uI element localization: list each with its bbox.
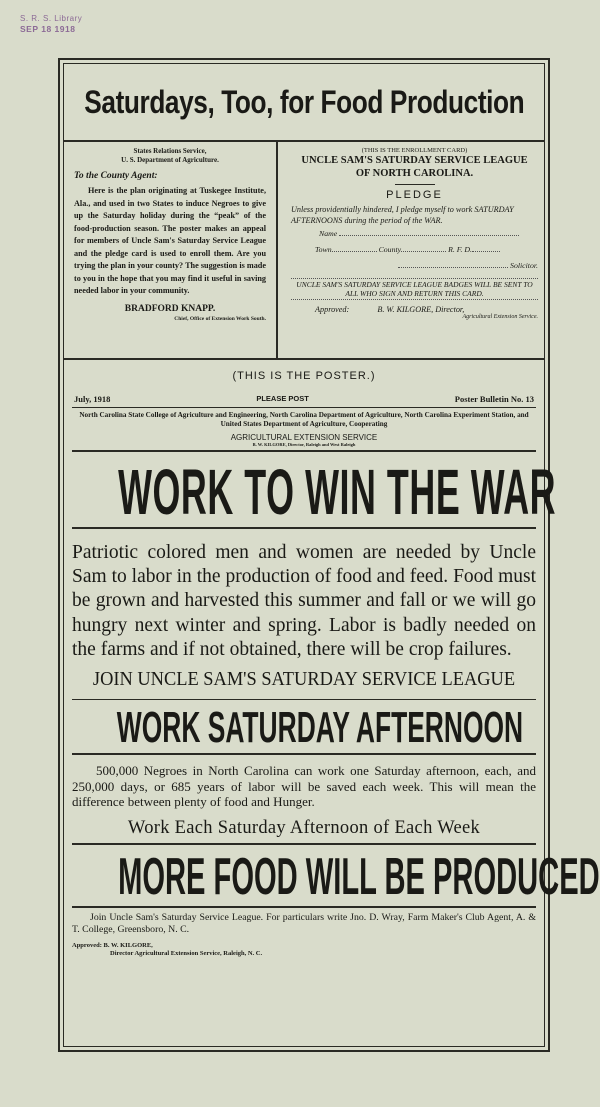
poster-heading: (THIS IS THE POSTER.) — [232, 370, 376, 382]
rule — [72, 906, 536, 908]
poster-date: July, 1918 — [74, 394, 111, 404]
county-agent-letter — [64, 141, 278, 358]
letter-org-2: U. S. Department of Agriculture. — [121, 156, 219, 164]
footer-approved-name: Approved: B. W. KILGORE, — [72, 941, 153, 949]
rule — [72, 843, 536, 845]
solicitor-label: Solicitor. — [510, 261, 538, 270]
bulletin-row — [72, 394, 536, 404]
work-each-saturday: Work Each Saturday Afternoon of Each Week — [127, 817, 481, 838]
league-line-1: UNCLE SAM'S SATURDAY SERVICE LEAGUE — [301, 155, 528, 166]
rule — [72, 407, 536, 408]
rfd-blank — [472, 251, 500, 252]
county-label: County — [378, 245, 402, 254]
pledge-heading: PLEDGE — [386, 189, 443, 201]
bulletin-number: Poster Bulletin No. 13 — [454, 394, 534, 404]
card-approved — [291, 305, 538, 314]
card-approved-label: Approved: — [315, 305, 350, 314]
address-field[interactable] — [291, 242, 538, 258]
pledge-text: Unless providentially hindered, I pledge myself to work SATURDAY AFTERNOONS during the period of the WAR. — [291, 205, 514, 225]
short-rule — [395, 184, 435, 185]
letter-salutation: To the County Agent: — [74, 171, 158, 181]
name-label: Name — [319, 229, 338, 238]
extension-service-sub: B. W. KILGORE, Director, Raleigh and West Raleigh — [252, 442, 356, 447]
letter-org-1: States Relations Service, — [133, 147, 207, 155]
card-approved-name: B. W. KILGORE, Director, — [377, 305, 465, 314]
rule — [72, 753, 536, 755]
league-line-2: OF NORTH CAROLINA. — [355, 168, 474, 179]
name-field[interactable] — [291, 226, 538, 242]
badge-note: UNCLE SAM'S SATURDAY SERVICE LEAGUE BADGES WILL BE SENT TO ALL WHO SIGN AND RETURN THIS CARD. — [291, 278, 538, 300]
rule — [72, 699, 536, 700]
letter-signature-title: Chief, Office of Extension Work South. — [174, 315, 266, 322]
inner-frame — [63, 63, 600, 1047]
paragraph-negroes: 500,000 Negroes in North Carolina can work one Saturday afternoon, each, and 250,000 days, or 685 years of labor will be saved each week. This will mean the difference between plenty of food and Hunger. — [72, 763, 536, 810]
enroll-note: (THIS IS THE ENROLLMENT CARD) — [361, 147, 468, 154]
library-stamp — [20, 14, 82, 34]
town-blank — [332, 251, 377, 252]
footer-approved-title: Director Agricultural Extension Service, Raleigh, N. C. — [110, 949, 263, 957]
letter-signature: BRADFORD KNAPP. — [124, 303, 216, 314]
county-blank — [401, 251, 446, 252]
paragraph-patriotic: Patriotic colored men and women are needed by Uncle Sam to labor in the production of food and feed. Food must be grown and harvested this summer and fall or we will go hungry next winter and spring. Labor is badly needed on the farms and if not obtained, there will be crop failures. — [72, 542, 536, 660]
stamp-library: S. R. S. Library — [20, 14, 83, 23]
title-box — [64, 64, 544, 142]
enrollment-card — [279, 141, 544, 358]
rfd-label: R. F. D. — [448, 245, 472, 254]
extension-service: AGRICULTURAL EXTENSION SERVICE — [230, 433, 378, 442]
name-blank — [339, 235, 519, 236]
solicitor-blank — [398, 267, 508, 268]
town-label: Town — [315, 245, 332, 254]
solicitor-field[interactable] — [291, 258, 538, 274]
join-league: JOIN UNCLE SAM'S SATURDAY SERVICE LEAGUE — [92, 668, 516, 691]
rule — [72, 450, 536, 452]
please-post: PLEASE POST — [256, 394, 309, 403]
document-frame — [58, 58, 600, 1052]
headline-work-saturday: WORK SATURDAY AFTERNOON — [116, 703, 524, 753]
stamp-date: SEP 18 1918 — [20, 24, 76, 34]
cooperating-line: North Carolina State College of Agriculture and Engineering, North Carolina Department of Agriculture, North Carolina Experiment Station, and United States Department of Agriculture, Cooperating — [79, 411, 529, 428]
headline-more-food: MORE FOOD WILL BE PRODUCED — [118, 847, 600, 906]
letter-body: Here is the plan originating at Tuskegee Institute, Ala., and used in two States to induce Negroes to give up the Saturday holiday during the “peak” of the food-production season. The poster makes an appeal for members of Uncle Sam's Saturday Service League and the pledge card is used to enroll them. Are you trying the plan in your county? The suggestion is made to you in the hope that you may find it useful in saving needed labor in your community. — [74, 186, 266, 295]
card-approved-title: Agricultural Extension Service. — [462, 314, 538, 320]
headline-work-to-win: WORK TO WIN THE WAR — [118, 456, 557, 528]
footer-approved — [72, 942, 536, 958]
footer-particulars: Join Uncle Sam's Saturday Service League. For particulars write Jno. D. Wray, Farm Maker's Club Agent, A. & T. College, Greensboro, N. C. — [72, 911, 536, 935]
section-divider — [64, 358, 544, 360]
poster — [72, 362, 600, 1042]
page-title: Saturdays, Too, for Food Production — [84, 83, 524, 120]
